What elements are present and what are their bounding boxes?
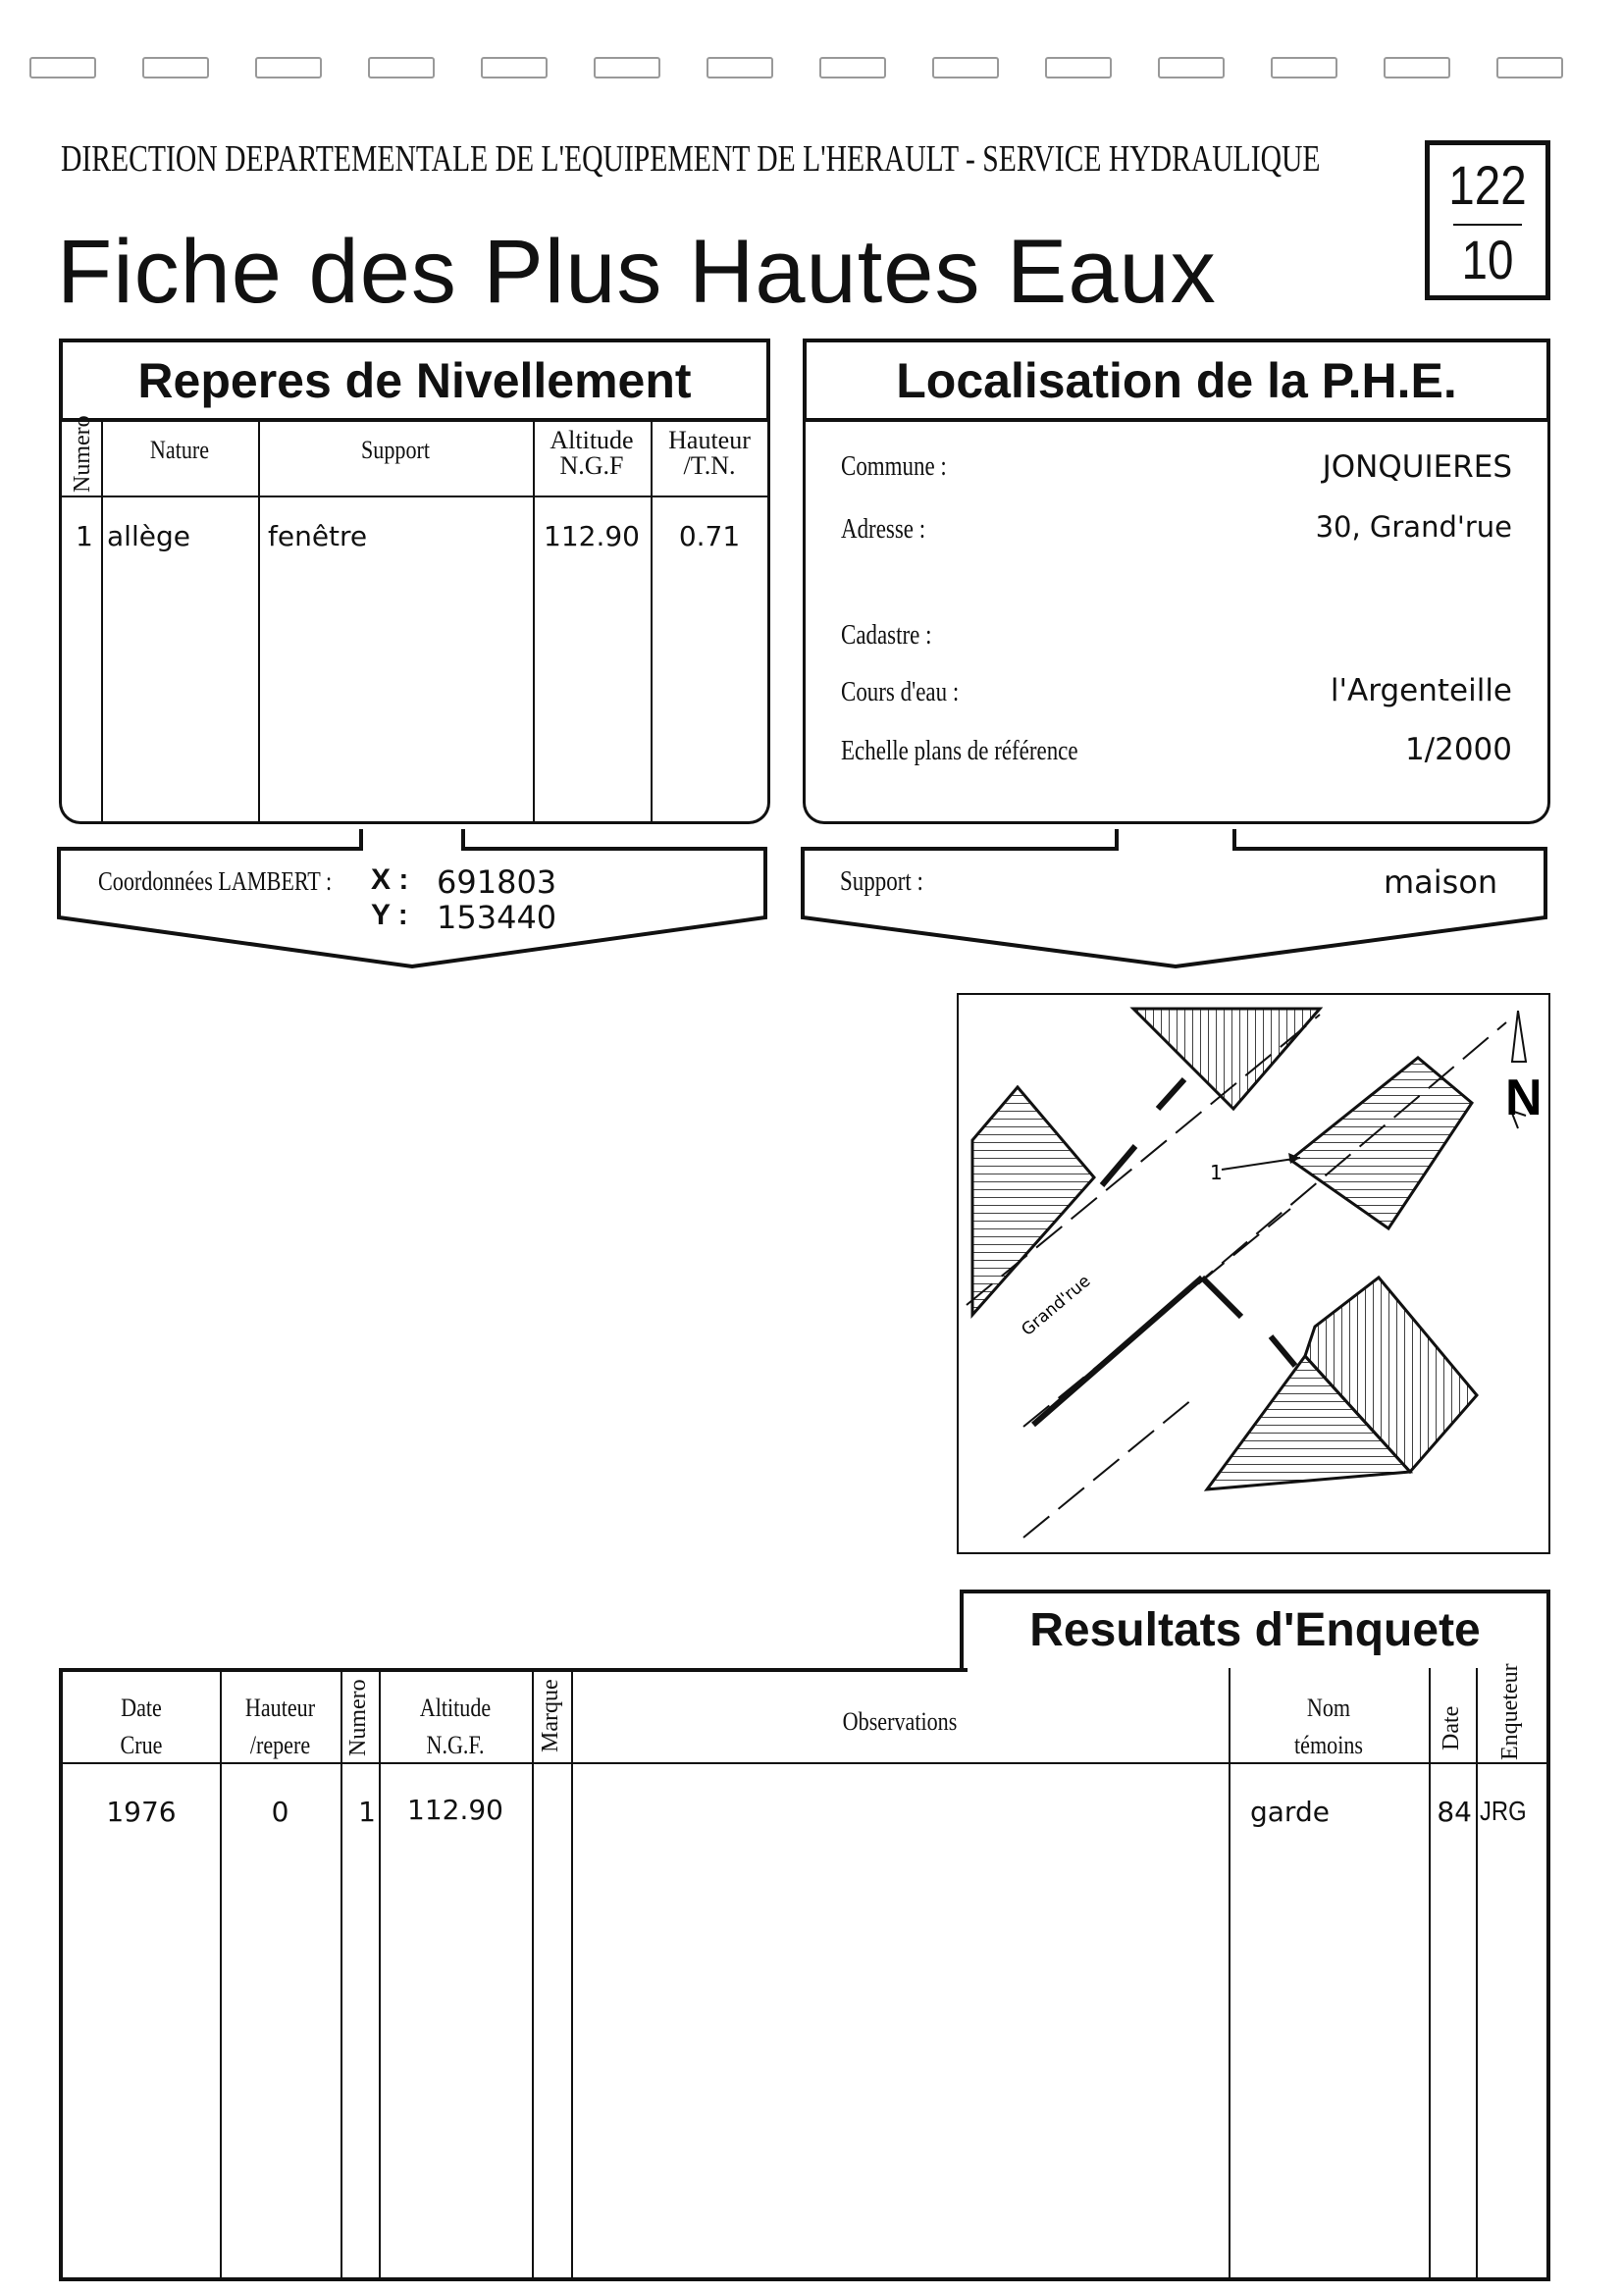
localisation-panel bbox=[803, 422, 1550, 824]
resultats-title-box bbox=[960, 1590, 1550, 1668]
row-numero: 1 bbox=[76, 520, 93, 552]
col-hauteur-repere-header: Hauteur /repere bbox=[244, 1694, 316, 1759]
department-header: DIRECTION DEPARTEMENTALE DE L'EQUIPEMENT DE L'HERAULT - SERVICE HYDRAULIQUE bbox=[61, 138, 1321, 180]
col-numero-header: Numero bbox=[70, 415, 95, 493]
row-nom-temoins: garde bbox=[1250, 1796, 1330, 1828]
col-enqueteur-header: Enqueteur bbox=[1497, 1663, 1523, 1760]
support-arrow-frame bbox=[798, 824, 1555, 981]
col-marque-header: Marque bbox=[538, 1679, 563, 1752]
north-arrow-icon bbox=[1505, 1011, 1543, 1128]
building-house bbox=[1290, 1058, 1472, 1228]
lambert-label: Coordonnées LAMBERT : bbox=[98, 866, 333, 896]
col-observations-header: Observations bbox=[842, 1707, 958, 1736]
col-date-crue-header: Date Crue bbox=[120, 1694, 163, 1759]
commune-value: JONQUIERES bbox=[1322, 449, 1512, 485]
echelle-value: 1/2000 bbox=[1404, 732, 1512, 767]
reference-number-box bbox=[1425, 140, 1550, 300]
coordinates-arrow-frame bbox=[54, 824, 780, 981]
x-value: 691803 bbox=[437, 863, 557, 901]
col-altitude-header: Altitude N.G.F. bbox=[419, 1694, 492, 1759]
adresse-value: 30, Grand'rue bbox=[1315, 510, 1512, 544]
localisation-title-box bbox=[803, 339, 1550, 422]
row-support: fenêtre bbox=[268, 520, 368, 552]
commune-label: Commune : bbox=[841, 451, 947, 482]
marker-label: 1 bbox=[1210, 1161, 1223, 1184]
echelle-label: Echelle plans de référence bbox=[841, 736, 1078, 766]
x-label: X : bbox=[371, 863, 409, 896]
row-enqueteur: JRG bbox=[1480, 1796, 1527, 1826]
row-hauteur: 0.71 bbox=[678, 520, 741, 552]
north-label: N bbox=[1505, 1070, 1543, 1126]
building-north bbox=[1133, 1009, 1320, 1109]
localisation-title: Localisation de la P.H.E. bbox=[896, 353, 1457, 408]
adresse-label: Adresse : bbox=[841, 514, 926, 545]
col-hauteur-header: Hauteur /T.N. bbox=[668, 426, 751, 480]
resultats-table bbox=[59, 1663, 1550, 2281]
reference-top: 122 bbox=[1448, 154, 1527, 216]
resultats-title: Resultats d'Enquete bbox=[1029, 1604, 1481, 1656]
y-label: Y : bbox=[371, 899, 408, 931]
reperes-table bbox=[59, 415, 770, 824]
street-label: Grand'rue bbox=[1018, 1271, 1095, 1340]
reperes-title: Reperes de Nivellement bbox=[137, 353, 692, 408]
row-date-enquete: 84 bbox=[1437, 1796, 1472, 1828]
col-numero-header: Numero bbox=[345, 1679, 371, 1756]
col-date-enquete-header: Date bbox=[1439, 1705, 1464, 1750]
row-nature: allège bbox=[107, 520, 190, 552]
support-value: maison bbox=[1384, 863, 1498, 901]
support-label: Support : bbox=[840, 866, 923, 897]
cadastre-label: Cadastre : bbox=[841, 620, 932, 651]
reperes-title-box bbox=[59, 339, 770, 422]
col-nom-temoins-header: Nom témoins bbox=[1294, 1694, 1363, 1759]
walls bbox=[1033, 1079, 1295, 1425]
reference-bottom: 10 bbox=[1461, 229, 1514, 290]
cours-eau-label: Cours d'eau : bbox=[841, 677, 960, 707]
row-date-crue: 1976 bbox=[106, 1796, 177, 1828]
col-support-header: Support bbox=[361, 436, 430, 464]
row-altitude: 112.90 bbox=[407, 1794, 503, 1826]
row-numero: 1 bbox=[358, 1796, 376, 1828]
page-title: Fiche des Plus Hautes Eaux bbox=[57, 222, 1217, 322]
row-altitude: 112.90 bbox=[544, 520, 640, 552]
y-value: 153440 bbox=[437, 899, 557, 936]
row-hauteur: 0 bbox=[271, 1796, 289, 1828]
location-map bbox=[957, 993, 1550, 1554]
cours-eau-value: l'Argenteille bbox=[1330, 673, 1512, 708]
col-nature-header: Nature bbox=[149, 436, 210, 464]
col-altitude-header: Altitude N.G.F bbox=[550, 426, 634, 480]
